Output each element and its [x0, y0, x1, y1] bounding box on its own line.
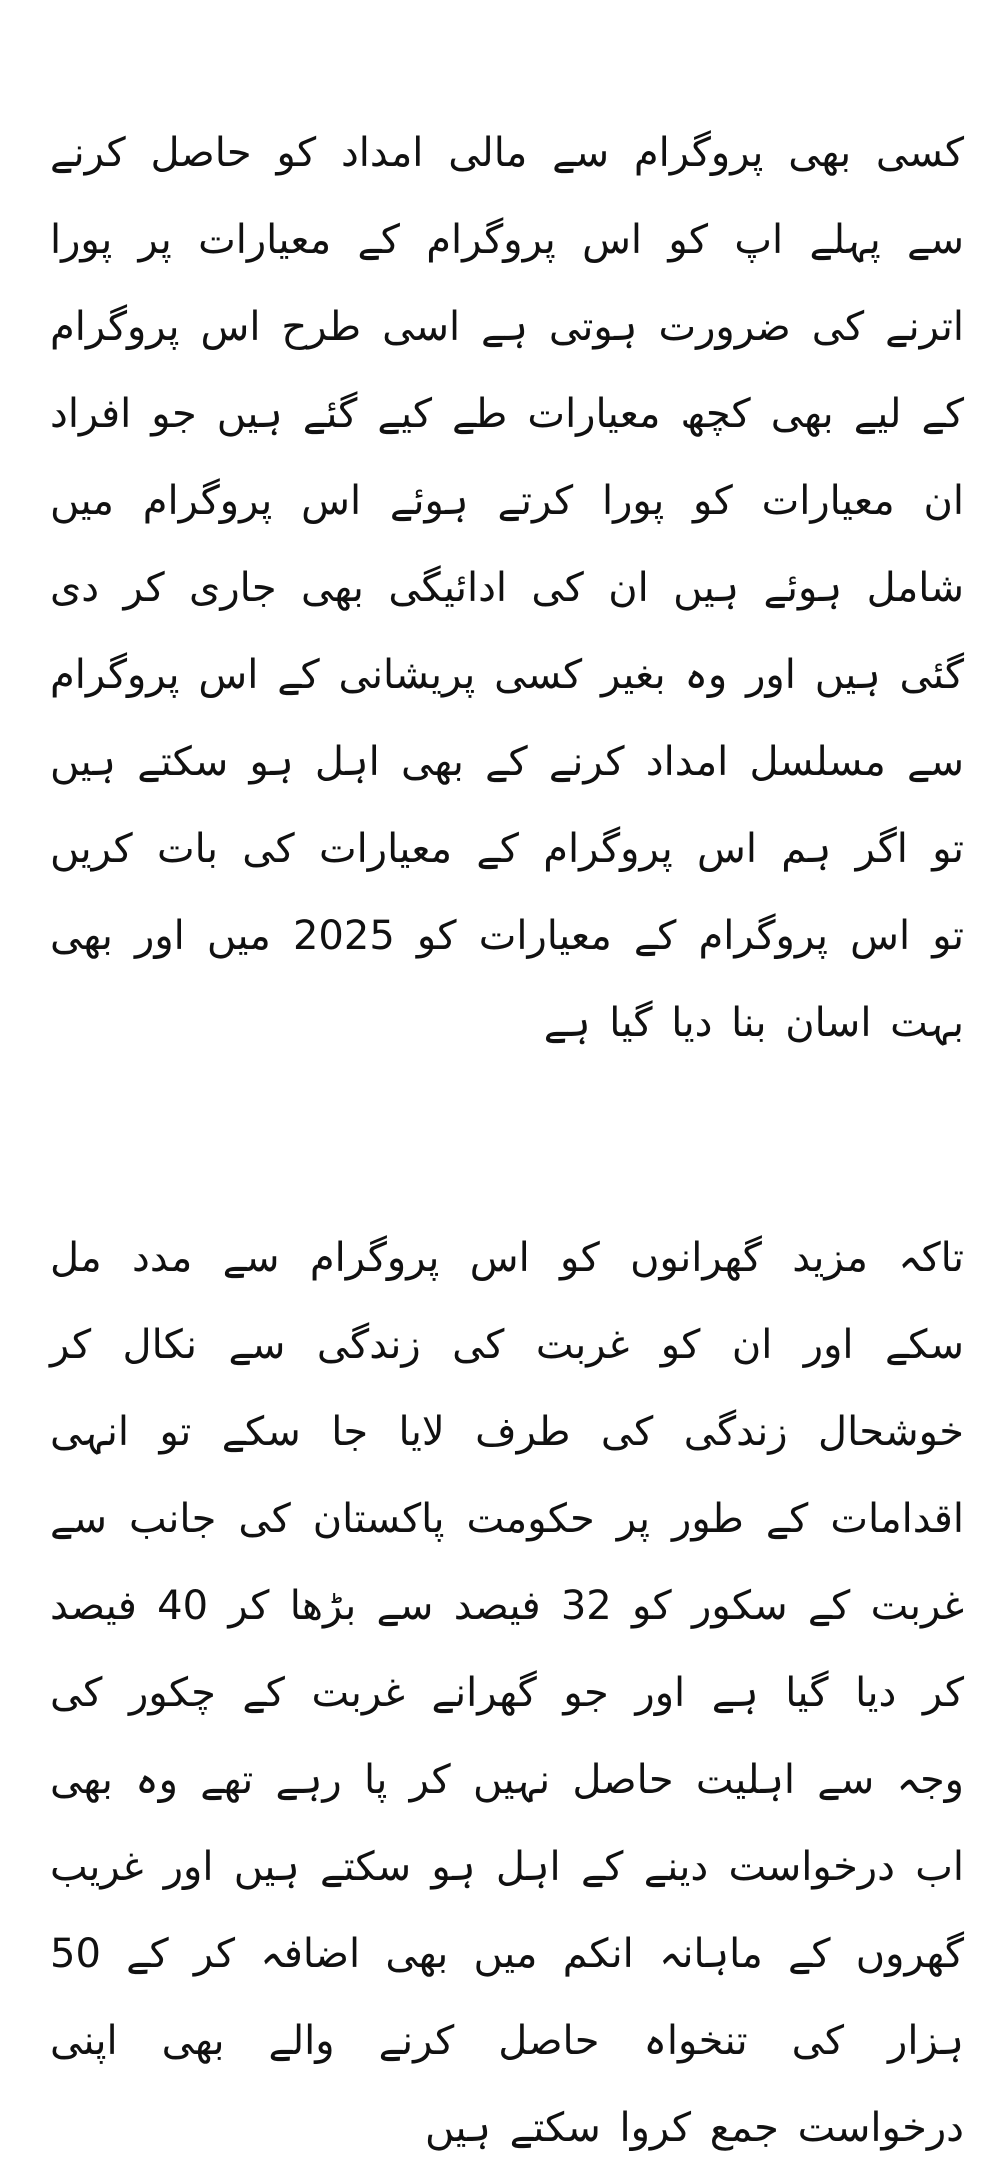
article-body [50, 110, 964, 2172]
paragraph-eligibility-criteria: کسی بھی پروگرام سے مالی امداد کو حاصل کرنے سے پہلے اپ کو اس پروگرام کے معیارات پر پورا اترنے کی ضرورت ہوتی ہے اسی طرح اس پروگرام کے لیے بھی کچھ معیارات طے کیے گئے ہیں جو افراد ان معیارات کو پورا کرتے ہوئے اس پروگرام میں شامل ہوئے ہیں ان کی ادائیگی بھی جاری کر دی گئی ہیں اور وہ بغیر کسی پریشانی کے اس پروگرام سے مسلسل امداد کرنے کے بھی اہل ہو سکتے ہیں تو اگر ہم اس پروگرام کے معیارات کی بات کریں تو اس پروگرام کے معیارات کو 2025 میں اور بھی بہت اسان بنا دیا گیا ہے [50, 130, 964, 1046]
paragraph-poverty-score-update: تاکہ مزید گھرانوں کو اس پروگرام سے مدد مل سکے اور ان کو غربت کی زندگی سے نکال کر خوشحال زندگی کی طرف لایا جا سکے تو انہی اقدامات کے طور پر حکومت پاکستان کی جانب سے غربت کے سکور کو 32 فیصد سے بڑھا کر 40 فیصد کر دیا گیا ہے اور جو گھرانے غربت کے چکور کی وجہ سے اہلیت حاصل نہیں کر پا رہے تھے وہ بھی اب درخواست دینے کے اہل ہو سکتے ہیں اور غریب گھروں کے ماہانہ انکم میں بھی اضافہ کر کے 50 ہزار کی تنخواہ حاصل کرنے والے بھی اپنی درخواست جمع کروا سکتے ہیں [50, 1235, 965, 2151]
